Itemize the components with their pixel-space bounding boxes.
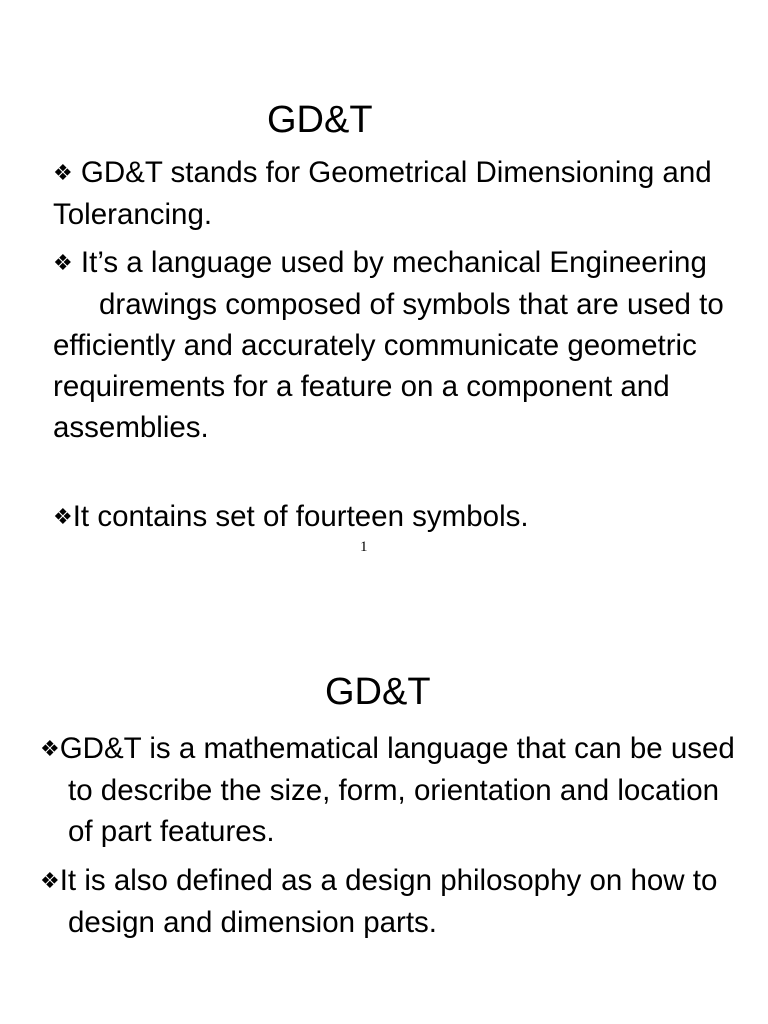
slide-2-title: GD&T bbox=[325, 671, 431, 713]
slide-2-bullet-1 bbox=[40, 728, 748, 852]
bullet-text: GD&T stands for Geometrical Dimensioning and Tolerancing. bbox=[53, 156, 712, 231]
slide-2 bbox=[0, 570, 768, 1024]
bullet-text-part-a: It’s a language used by mechanical Engineering bbox=[72, 246, 707, 279]
bullet-text: GD&T is a mathematical language that can be used to describe the size, form, orientation and location of part features. bbox=[59, 732, 735, 848]
slide-1-bullet-3 bbox=[53, 496, 743, 538]
slide-1-bullet-1 bbox=[53, 152, 765, 235]
diamond-bullet-icon: ❖ bbox=[53, 505, 73, 530]
slide-1-title: GD&T bbox=[267, 99, 373, 141]
slide-2-bullet-2 bbox=[40, 860, 748, 943]
diamond-bullet-icon: ❖ bbox=[40, 869, 60, 894]
bullet-text-part-b: drawings composed of symbols that are used to efficiently and accurately communicate geometric requirements for a feature on a component and assemblies. bbox=[53, 288, 724, 444]
diamond-bullet-icon: ❖ bbox=[53, 161, 73, 186]
diamond-bullet-icon: ❖ bbox=[40, 737, 60, 762]
bullet-text: It is also defined as a design philosophy on how to design and dimension parts. bbox=[59, 864, 718, 939]
page-number: 1 bbox=[360, 539, 368, 555]
bullet-text: It contains set of fourteen symbols. bbox=[72, 500, 529, 533]
diamond-bullet-icon: ❖ bbox=[53, 251, 73, 276]
slide-1-bullet-2 bbox=[53, 242, 743, 448]
